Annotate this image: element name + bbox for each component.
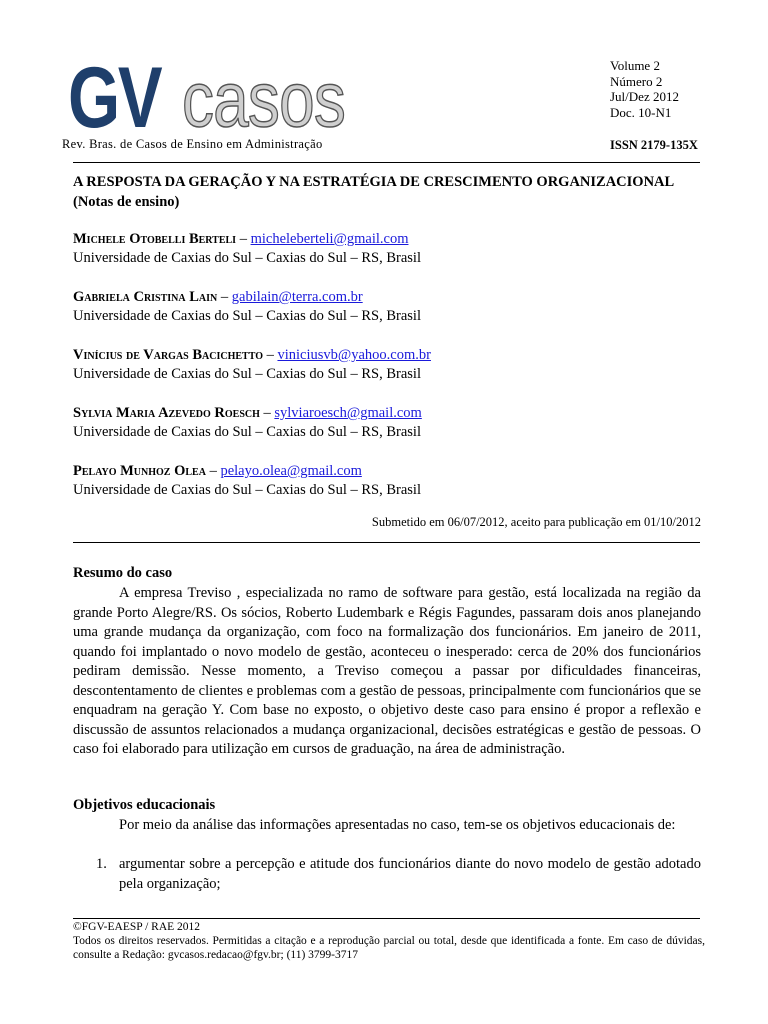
author-block: Gabriela Cristina Lain – gabilain@terra.com.br Universidade de Caxias do Sul – Caxias do Sul – RS, Brasil xyxy=(73,288,713,326)
list-item-text: argumentar sobre a percepção e atitude dos funcionários diante do novo modelo de gestão adotado pela organização; xyxy=(119,856,701,892)
author-block: Michele Otobelli Berteli – micheleberteli@gmail.com Universidade de Caxias do Sul – Caxias do Sul – RS, Brasil xyxy=(73,230,713,268)
author-affiliation: Universidade de Caxias do Sul – Caxias do Sul – RS, Brasil xyxy=(73,308,421,324)
objetivos-intro: Por meio da análise das informações apresentadas no caso, tem-se os objetivos educacionais de: xyxy=(119,817,676,833)
resumo-heading: Resumo do caso xyxy=(73,565,173,581)
author-name: Vinícius de Vargas Bacichetto xyxy=(73,347,263,363)
submission-dates: Submetido em 06/07/2012, aceito para publicação em 01/10/2012 xyxy=(371,515,701,529)
author-name: Gabriela Cristina Lain xyxy=(73,289,218,305)
author-email-link[interactable]: gabilain@terra.com.br xyxy=(231,289,363,305)
journal-subtitle: Rev. Bras. de Casos de Ensino em Administração xyxy=(62,137,323,151)
logo-casos-text: casos xyxy=(182,55,345,143)
submission-divider xyxy=(73,542,700,543)
footer-rights: Todos os direitos reservados. Permitidas a citação e a reprodução parcial ou total, desde que identificada a fonte. Em caso de dúvidas, consulte a Redação: gvcasos.redacao@fgv.br; (11) 3799-3717 xyxy=(73,935,705,961)
resumo-paragraph: A empresa Treviso , especializada no ramo de software para gestão, está localizada na região da grande Porto Alegre/RS. Os sócios, Roberto Ludembark e Régis Fagundes, passaram dois anos planejando uma grande mudança da organização, com foco na formalização dos funcionários. Em janeiro de 2011, quando foi implantado o novo modelo de gestão, aconteceu o inesperado: cerca de 20% dos funcionários pediram demissão. Nesse momento, a Treviso começou a passar por dificuldades financeiras, descontentamento de clientes e problemas com a gestão de pessoas, principalmente com funcionários que se enquadram na geração Y. Com base no exposto, o objetivo deste caso para ensino é propor a reflexão e discussão de assuntos relacionados a mudança organizacional, decisões estratégicas e gestão de pessoas. O caso foi elaborado para utilização em cursos de graduação, na área de administração. xyxy=(73,585,701,757)
doc-id: Doc. 10-N1 xyxy=(610,104,672,120)
title-main: A RESPOSTA DA GERAÇÃO Y NA ESTRATÉGIA DE CRESCIMENTO ORGANIZACIONAL xyxy=(73,174,674,190)
author-email-link[interactable]: sylviaroesch@gmail.com xyxy=(274,405,422,421)
author-email-link[interactable]: viniciusvb@yahoo.com.br xyxy=(277,347,431,363)
article-title xyxy=(73,172,713,212)
issn: ISSN 2179-135X xyxy=(610,138,698,152)
author-affiliation: Universidade de Caxias do Sul – Caxias do Sul – RS, Brasil xyxy=(73,424,421,440)
issue-metadata xyxy=(610,58,679,120)
author-block: Vinícius de Vargas Bacichetto – viniciusvb@yahoo.com.br Universidade de Caxias do Sul – Caxias do Sul – RS, Brasil xyxy=(73,346,713,384)
header-divider xyxy=(73,162,700,163)
author-name: Pelayo Munhoz Olea xyxy=(73,463,206,479)
journal-logo xyxy=(60,55,390,155)
volume: Volume 2 xyxy=(610,58,660,73)
title-notes: (Notas de ensino) xyxy=(73,194,180,210)
footer xyxy=(73,920,705,962)
author-block: Pelayo Munhoz Olea – pelayo.olea@gmail.com Universidade de Caxias do Sul – Caxias do Sul – RS, Brasil xyxy=(73,462,713,500)
list-item xyxy=(73,854,701,896)
footer-divider xyxy=(73,918,700,919)
author-email-link[interactable]: pelayo.olea@gmail.com xyxy=(220,463,362,479)
footer-copyright: ©FGV-EAESP / RAE 2012 xyxy=(73,921,201,933)
issue-date: Jul/Dez 2012 xyxy=(610,89,679,104)
issue-number: Número 2 xyxy=(610,73,663,89)
author-affiliation: Universidade de Caxias do Sul – Caxias do Sul – RS, Brasil xyxy=(73,366,421,382)
author-email-link[interactable]: micheleberteli@gmail.com xyxy=(250,231,409,247)
author-name: Michele Otobelli Berteli xyxy=(73,231,237,247)
author-affiliation: Universidade de Caxias do Sul – Caxias do Sul – RS, Brasil xyxy=(73,250,421,266)
author-name: Sylvia Maria Azevedo Roesch xyxy=(73,405,260,421)
objetivos-heading: Objetivos educacionais xyxy=(73,797,216,813)
author-block: Sylvia Maria Azevedo Roesch – sylviaroesch@gmail.com Universidade de Caxias do Sul – Caxias do Sul – RS, Brasil xyxy=(73,404,713,442)
logo-gv-text: GV xyxy=(68,55,161,146)
author-affiliation: Universidade de Caxias do Sul – Caxias do Sul – RS, Brasil xyxy=(73,482,421,498)
list-item-number: 1. xyxy=(96,856,107,872)
